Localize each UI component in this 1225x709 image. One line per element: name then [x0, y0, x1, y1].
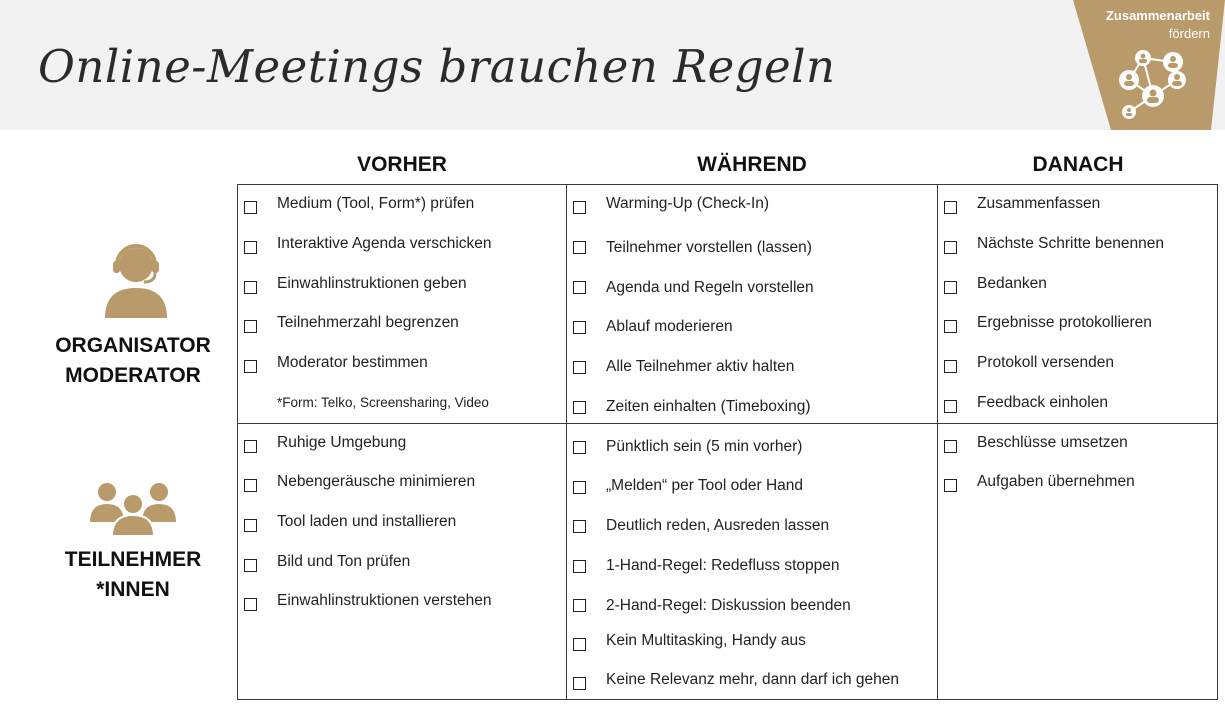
role-label-organisator: ORGANISATOR MODERATOR: [55, 334, 211, 387]
page-title: Online-Meetings brauchen Regeln: [38, 40, 836, 93]
badge: [1073, 0, 1225, 130]
role-label-teilnehmer: TEILNEHMER *INNEN: [64, 548, 202, 601]
list-item: 1-Hand-Regel: Redefluss stoppen: [606, 557, 840, 574]
list-item: Deutlich reden, Ausreden lassen: [606, 517, 830, 534]
list-item: Zusammenfassen: [977, 195, 1101, 212]
checkbox[interactable]: [244, 559, 257, 572]
checkbox[interactable]: [244, 320, 257, 333]
checkbox[interactable]: [244, 440, 257, 453]
checkbox[interactable]: [944, 440, 957, 453]
list-item: Einwahlinstruktionen geben: [277, 275, 467, 292]
list-item: Interaktive Agenda verschicken: [277, 235, 492, 252]
checkbox[interactable]: [573, 201, 586, 214]
list-item: Pünktlich sein (5 min vorher): [606, 438, 803, 455]
list-item: Zeiten einhalten (Timeboxing): [606, 398, 811, 415]
checkbox[interactable]: [944, 281, 957, 294]
checkbox[interactable]: [573, 441, 586, 454]
checkbox[interactable]: [573, 321, 586, 334]
checkbox[interactable]: [244, 201, 257, 214]
list-item: Ruhige Umgebung: [277, 434, 407, 451]
grid-line-col3: [937, 184, 938, 700]
list-item: Bild und Ton prüfen: [277, 553, 411, 570]
checkbox[interactable]: [573, 677, 586, 690]
list-item: Ergebnisse protokollieren: [977, 314, 1152, 331]
list-item: Bedanken: [977, 275, 1047, 292]
list-item: „Melden“ per Tool oder Hand: [606, 477, 804, 494]
grid-line-bottom: [237, 699, 1218, 700]
checkbox[interactable]: [573, 638, 586, 651]
grid-line-top: [237, 184, 1218, 185]
checkbox[interactable]: [573, 481, 586, 494]
checkbox[interactable]: [944, 320, 957, 333]
checkbox[interactable]: [944, 360, 957, 373]
list-item: Nächste Schritte benennen: [977, 235, 1164, 252]
list-item: Teilnehmerzahl begrenzen: [277, 314, 459, 331]
checkbox[interactable]: [944, 479, 957, 492]
checkbox[interactable]: [573, 560, 586, 573]
grid-line-left: [237, 184, 238, 700]
list-item: 2-Hand-Regel: Diskussion beenden: [606, 597, 851, 614]
list-item: Teilnehmer vorstellen (lassen): [606, 239, 812, 256]
list-item: Keine Relevanz mehr, dann darf ich gehen: [606, 671, 899, 688]
column-header-waehrend: WÄHREND: [697, 153, 807, 176]
list-item: Aufgaben übernehmen: [977, 473, 1135, 490]
badge-label: Zusammenarbeit fördern: [1105, 8, 1210, 41]
grid-line-col2: [566, 184, 567, 700]
checkbox[interactable]: [573, 281, 586, 294]
checkbox[interactable]: [944, 241, 957, 254]
list-item: Ablauf moderieren: [606, 318, 733, 335]
checkbox[interactable]: [244, 241, 257, 254]
grid-line-right: [1217, 184, 1218, 700]
column-header-danach: DANACH: [1032, 153, 1124, 176]
checkbox[interactable]: [244, 281, 257, 294]
checkbox[interactable]: [244, 360, 257, 373]
checkbox[interactable]: [944, 201, 957, 214]
checkbox[interactable]: [244, 519, 257, 532]
list-item: Agenda und Regeln vorstellen: [606, 279, 814, 296]
grid-line-middle: [237, 423, 1218, 424]
list-item: Beschlüsse umsetzen: [977, 434, 1128, 451]
headset-person-icon: [100, 238, 172, 320]
group-people-icon: [90, 482, 176, 536]
list-item: Medium (Tool, Form*) prüfen: [277, 195, 475, 212]
checkbox[interactable]: [573, 361, 586, 374]
checkbox[interactable]: [244, 598, 257, 611]
checkbox[interactable]: [573, 241, 586, 254]
list-item: Moderator bestimmen: [277, 354, 428, 371]
list-item: Alle Teilnehmer aktiv halten: [606, 358, 795, 375]
column-header-vorher: VORHER: [357, 153, 447, 176]
footnote: *Form: Telko, Screensharing, Video: [277, 395, 489, 410]
list-item: Nebengeräusche minimieren: [277, 473, 476, 490]
checkbox[interactable]: [573, 599, 586, 612]
list-item: Protokoll versenden: [977, 354, 1114, 371]
checkbox[interactable]: [244, 479, 257, 492]
list-item: Einwahlinstruktionen verstehen: [277, 592, 492, 609]
list-item: Warming-Up (Check-In): [606, 195, 770, 212]
checkbox[interactable]: [944, 400, 957, 413]
list-item: Tool laden und installieren: [277, 513, 457, 530]
list-item: Kein Multitasking, Handy aus: [606, 632, 806, 649]
checkbox[interactable]: [573, 520, 586, 533]
checkbox[interactable]: [573, 401, 586, 414]
list-item: Feedback einholen: [977, 394, 1108, 411]
